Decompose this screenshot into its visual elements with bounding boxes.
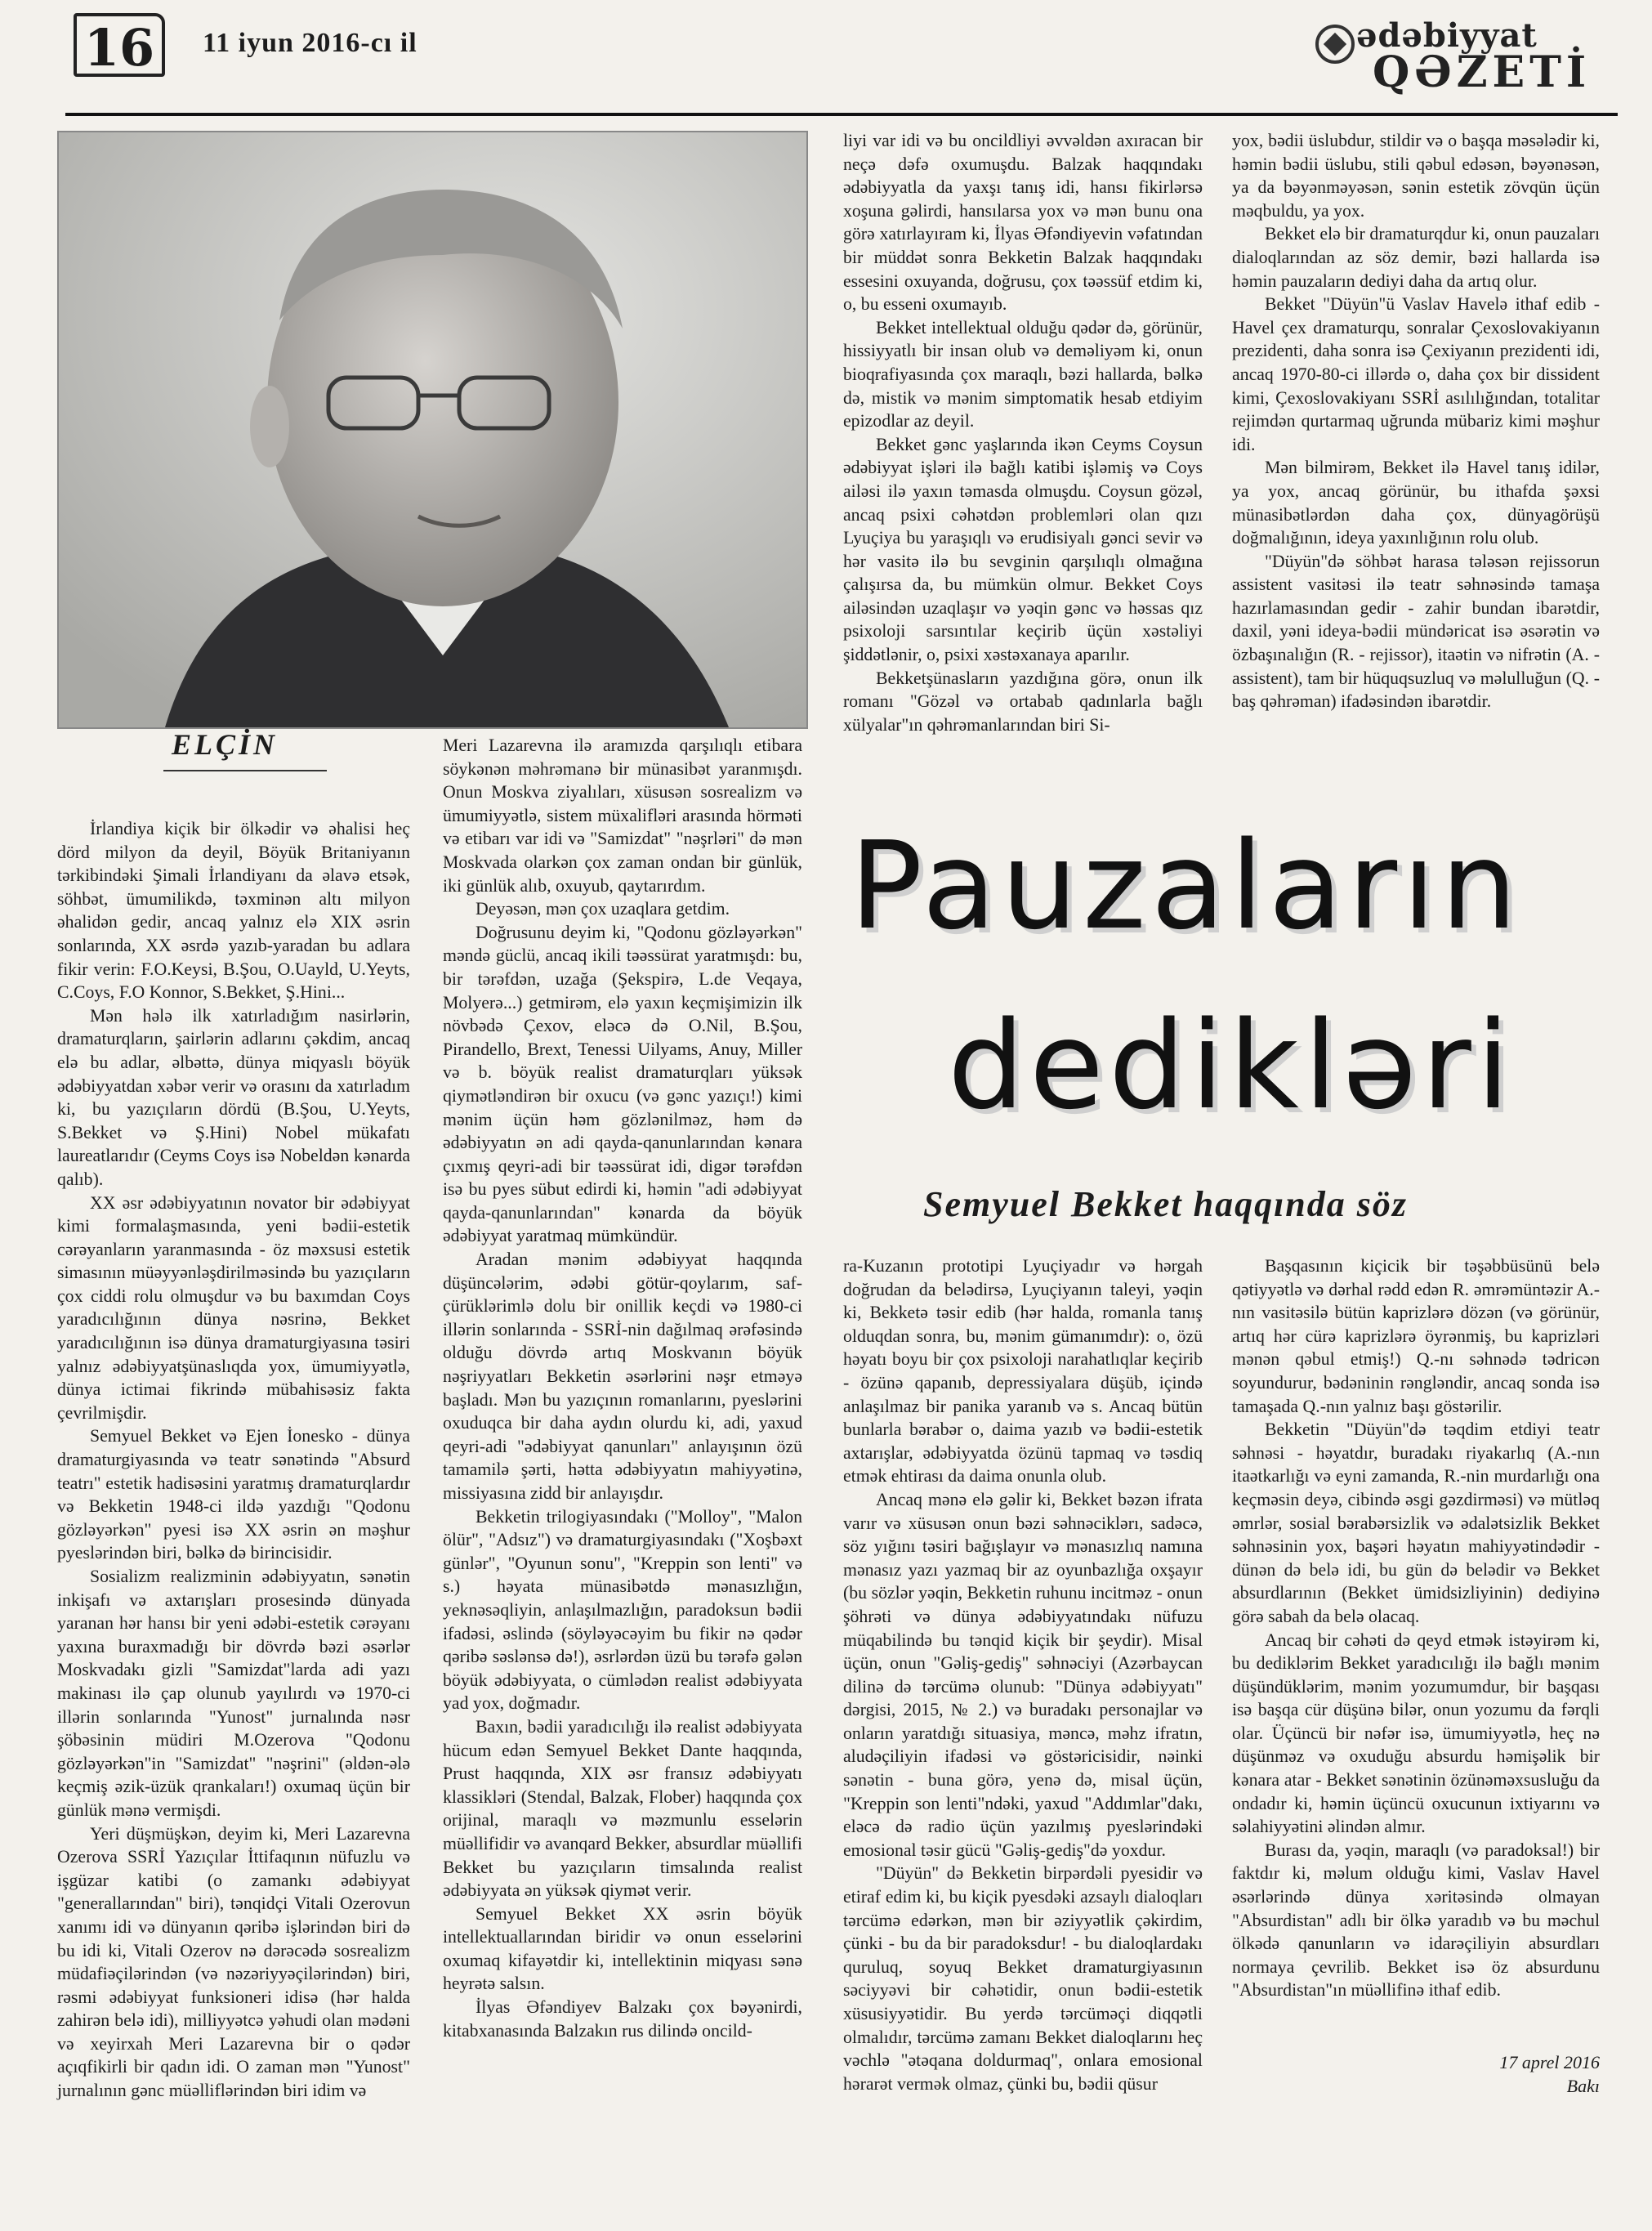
paragraph: Mən hələ ilk xatırladığım nasirlərin, dramaturqların, şairlərin adlarını çəkdim, ancaq elə bu adlar, əlbəttə, dünya miqyaslı böyük ədəbiyyatdan xəbər verir və orasını da xatırladım ki, bu yazıçıların dördü (B.Şou, U.Yeyts, S.Bekket və Ş.Hini) Nobel mükafatı laureatlarıdır (Ceyms Coys isə Nobeldən kənarda qalıb). bbox=[57, 1005, 410, 1189]
subheadline: Semyuel Bekket haqqında söz bbox=[923, 1184, 1409, 1224]
paragraph: "Düyün" də Bekketin birpərdəli pyesidir və etiraf edim ki, bu kiçik pyesdəki azsaylı dialoqları tərcümə edərkən, mən bir əziyyətlik çəkirdim, çünki - bu da bir paradoksdur! - bu dialoqlardakı quruluq, soyuq Bekket dramaturgiyasının səciyyəvi bir cəhətidir, onun bədii-estetik xüsusiyyətidir. Bu yerdə tərcüməçi diqqətli olmalıdır, tərcümə zamanı Bekket dialoqlarını heç vəchlə "ətəqana doldurmaq", onlara emosional hərarət vermək olmaz, çünki bu, bədii qüsur bbox=[843, 1863, 1203, 2094]
signoff-block bbox=[1232, 2051, 1600, 2098]
article-author: ELÇİN bbox=[172, 728, 279, 761]
paragraph: Meri Lazarevna ilə aramızda qarşılıqlı etibara söykənən məhrəmanə bir münasibət yaranmışdı. Onun Moskva ziyalıları, xüsusən sosrealizm və ümumiyyətlə, sistem müxalifləri arasında hörməti və etibarı var idi və "Samizdat" "nəşrləri" də mən Moskvada olarkən çox zaman ondan bir günlük, iki günlük alıb, oxuyub, qaytarırdım. bbox=[443, 735, 802, 896]
newspaper-masthead bbox=[1315, 16, 1626, 98]
paragraph: Ancaq bir cəhəti də qeyd etmək istəyirəm ki, bu dediklərim Bekket yaradıcılığı ilə bağlı mənim düşündüklərim, mənim yozumumdur, bir başqası isə başqa cür düşünə bilər, onun yozumu da fərqli olar. Üçüncü bir nəfər isə, ümumiyyətlə, heç nə düşünməz və oxuduğu absurdu həmişəlik bir kənara atar - Bekket sənətinin özünəməxsusluğu da ondadır ki, həmin üçüncü oxucunun ixtiyarını və səlahiyyətini əlindən almır. bbox=[1232, 1630, 1600, 1837]
paragraph: Doğrusunu deyim ki, "Qodonu gözləyərkən" məndə güclü, ancaq ikili təəssürat yaratmışdı: bu, bir tərəfdən, uzağa (Şekspirə, L.de Veqaya, Molyerə...) getmirəm, elə yaxın keçmişimizin ilk növbədə Çexov, eləcə də O.Nil, B.Şou, Pirandello, Brext, Tenessi Uilyams, Anuy, Miller və b. böyük realist dramaturqları yüksək qiymətləndirən bir oxucu (və gənc yazıçı!) kimi mənim üçün həm gözlənilməz, həm də ədəbiyyatın ən adi qayda-qanunlarından kənara çıxmış qeyri-adi bir təəssürat idi, digər tərəfdən isə bu pyes sübut edirdi ki, həmin "adi ədəbiyyat qayda-qanunlarından" kənarda da böyük ədəbiyyat yaratmaq mümkündür. bbox=[443, 922, 802, 1246]
paragraph: İrlandiya kiçik bir ölkədir və əhalisi heç dörd milyon da deyil, Böyük Britaniyanın tərkibindəki Şimali İrlandiyanı da əlavə etsək, söhbət, ümumilikdə, təxminən altı milyon əhalidən gedir, ancaq yalnız elə XIX əsrin sonlarında, XX əsrdə yazıb-yaradan bu adlara fikir verin: F.O.Keysi, B.Şou, O.Uayld, U.Yeyts, C.Coys, F.O Konnor, S.Bekket, Ş.Hini... bbox=[57, 819, 410, 1003]
header-rule bbox=[65, 113, 1618, 116]
paragraph: Bekket gənc yaşlarında ikən Ceyms Coysun ədəbiyyat işləri ilə bağlı katibi işləmiş və Coys ailəsi ilə yaxın təmasda olmuşdu. Coysun gözəl, ancaq psixi cəhətdən problemləri olan qızı Lyuçiya bu yaraşıqlı və erudisiyalı gənci sevir və hər vasitə ilə bu sevginin qarşılıqlı olmağına çalışırsa da, bu mümkün olmur. Bekket Coys ailəsindən uzaqlaşır və yəqin gənc və həssas qız psixoloji sarsıntılar keçirib üçün xəstəliyi şiddətlənir, o, psixi xəstəxanaya aparılır. bbox=[843, 434, 1203, 665]
headline-line2: dedikləri bbox=[948, 995, 1515, 1136]
emblem-icon bbox=[1315, 25, 1355, 64]
paragraph: XX əsr ədəbiyyatının novator bir ədəbiyyat kimi formalaşmasında, yeni bədii-estetik cərəyanların yaranmasında - öz məxsusi estetik simasının müəyyənləşdirilməsində bu yazıçıların çox ciddi rolu olmuşdur və bu baxımdan Coys yaradıcılığının dünya nəsrinə, Bekket yaradıcılığının isə dünya dramaturgiyasına təsiri yalnız ədəbiyyatşünaslıqda yox, ümumiyyətlə, dünya ictimai fikrində mübahisəsiz fakta çevrilmişdir. bbox=[57, 1192, 410, 1423]
paragraph: Bekket elə bir dramaturqdur ki, onun pauzaları dialoqlarından az söz demir, bəzi hallarda isə həmin pauzaların dediyi daha da artıq olur. bbox=[1232, 224, 1600, 291]
text-column-2 bbox=[443, 734, 802, 2042]
paragraph: Burası da, yəqin, maraqlı (və paradoksal!) bir faktdır ki, məlum olduğu kimi, Vaslav Havel əsərlərində dünya xəritəsində olmayan "Absurdistan" adlı bir ölkə yaradıb və bu məchul ölkədə qanunların və idarəçiliyin absurdları normaya çevrilib. Bekket isə öz absurdunu "Absurdistan"ın müəllifinə ithaf edib. bbox=[1232, 1840, 1600, 2001]
headline bbox=[850, 816, 1585, 1209]
issue-date: 11 iyun 2016-cı il bbox=[203, 28, 417, 58]
paragraph: Yeri düşmüşkən, deyim ki, Meri Lazarevna Ozerova SSRİ Yazıçılar İttifaqının nüfuzlu və işgüzar katibi (o zamankı ədəbiyyat "generallarından" biri), tənqidçi Vitali Ozerovun xanımı idi və dünyanın qəribə işlərindən biri də bu idi ki, Vitali Ozerov nə dərəcədə sosrealizm müdafiəçilərindən (və nəzəriyyəçilərindən) biri, rəsmi ədəbiyyat funksioneri idisə (hər halda zahirən belə idi), milliyyətcə yəhudi olan mədəni və xeyirxah Meri Lazarevna bir o qədər açıqfikirli bir qadın idi. O zaman mən "Yunost" jurnalının gənc müəlliflərindən biri idim və bbox=[57, 1823, 410, 2101]
text-column-4 bbox=[1232, 129, 1600, 713]
paragraph: yox, bədii üslubdur, stildir və o başqa məsələdir ki, həmin bədii üslubu, stili qəbul edəsən, bəyənəsən, ya da bəyənməyəsən, sənin estetik zövqün üçün məqbuldu, ya yox. bbox=[1232, 131, 1600, 221]
portrait-photo-icon bbox=[59, 132, 806, 727]
text-column-6 bbox=[1232, 1254, 1600, 2098]
author-underline bbox=[163, 770, 327, 771]
paragraph: Mən bilmirəm, Bekket ilə Havel tanış idilər, ya yox, ancaq görünür, bu ithafda şəxsi münasibətlərdən daha çox, dünyagörüşü doğmalığının, ideya yaxınlığının rolu olub. bbox=[1232, 458, 1600, 548]
page-number: 16 bbox=[74, 13, 165, 77]
paragraph: Ancaq mənə elə gəlir ki, Bekket bəzən ifrata varır və xüsusən onun bəzi səhnəciklərı, sadəcə, söz yığını təsiri bağışlayır və mənasızlıq namına mənasız yazı yazmaq bir az oyunbazlığa oxşayır (bu sözlər yəqin, Bekketin ruhunu incitməz - onun şöhrəti və dünya ədəbiyyatındakı nüfuzu müqabilində bu tənqid kiçik bir şeydir). Misal üçün, onun "Gəliş-gediş" səhnəciyi (Azərbaycan dilinə də tərcümə olunub: "Dünya ədəbiyyatı" dərgisi, 2015, № 2.) və buradakı personajlar və onların yaratdığı situasiya, məncə, məhz ifratın, aludəçiliyin ifadəsi və göstəricisidir, nəinki sənətin - buna görə, yenə də, misal üçün, "Kreppin son lenti"ndəki, yaxud "Addımlar"dakı, eləcə də radio üçün yazılmış pyeslərindəki emosional təsir gücü "Gəliş-gediş"də yoxdur. bbox=[843, 1489, 1203, 1860]
paragraph: Baxın, bədii yaradıcılığı ilə realist ədəbiyyata hücum edən Semyuel Bekket Dante haqqında, Prust haqqında, XIX əsr fransız ədəbiyyatı klassikləri (Stendal, Balzak, Flober) haqqında çox orijinal, maraqlı və məzmunlu esselərin müəllifidir və avanqard Bekker, absurdlar müəllifi Bekket bu yazıçıların timsalında realist ədəbiyyata ən yüksək qiymət verir. bbox=[443, 1716, 802, 1901]
paragraph: Sosializm realizminin ədəbiyyatın, sənətin inkişafı və axtarışları prosesində dünyada yaranan hər hansı bir yeni ədəbi-estetik cərəyanı yaxına buraxmadığı bir dövrdə bəzi əsərlər Moskvadakı gizli "Samizdat"larda adi yazı makinası ilə çap olunub yayılırdı və 1970-ci illərin sonlarında "Yunost" jurnalında nəsr şöbəsinin müdiri M.Ozerova "Qodonu gözləyərkən"in "Samizdat" "nəşrini" (əldən-ələ keçmiş əzik-üzük qrankaları!) oxumaq üçün bir günlük mənə vermişdi. bbox=[57, 1567, 410, 1820]
headline-line1: Pauzaların bbox=[850, 816, 1523, 956]
paragraph: ra-Kuzanın prototipi Lyuçiyadır və hərgah doğrudan da belədirsə, Lyuçiyanın taleyi, yəqin ki, Bekketə təsir edib (hər halda, romanla tanış olduqdan sonra, bu, mənim gümanımdır): o, özü həyatı boyu bir çox psixoloji narahatlıqlar keçirib - özünə qapanıb, depressiyalara düşüb, içində anlaşılmaz bir panika yaranıb və s. Ancaq bütün bunlarla bərabər o, daima yazıb və bədii-estetik axtarışlar, ədəbiyyatda özünü tapmaq və təsdiq etmək ehtirası da daima onunla olub. bbox=[843, 1256, 1203, 1487]
signoff-date: 17 aprel 2016 bbox=[1499, 2052, 1600, 2072]
paragraph: Bekket intellektual olduğu qədər də, görünür, hissiyyatlı bir insan olub və deməliyəm ki, onun bioqrafiyasında çox maraqlı, bəzi hallarda, bəlkə də, mistik və mənim simptomatik hesab etdiyim epizodlar az deyil. bbox=[843, 317, 1203, 431]
paragraph: Bekketin "Düyün"də təqdim etdiyi teatr səhnəsi - həyatdır, buradakı riyakarlıq (A.-nın itaətkarlığı və eyni zamanda, R.-nin murdarlığı ona keçməsin deyə, cibində əsgi gəzdirməsi) və mütləq əmrlər, sosial bərabərsizlik və ədalətsizlik Bekket səhnəsinin yox, başəri həyatın mahiyyətindədir - dünən də belə idi, bu gün də belədir və Bekket absurdlarının (Bekket ümidsizliyinin) dediyinə görə sabah da belə olacaq. bbox=[1232, 1420, 1600, 1626]
masthead-line2: QƏZETİ bbox=[1373, 47, 1592, 97]
signoff-place: Bakı bbox=[1566, 2075, 1600, 2096]
paragraph: Bekket "Düyün"ü Vaslav Havelə ithaf edib - Havel çex dramaturqu, sonralar Çexoslovakiyanın prezidenti, daha sonra isə Çexiyanın prezidenti idi, ancaq 1970-80-ci illərdə o, daha çox bir dissident kimi, Çexoslovakiyanı SSRİ asılılığından, totalitar rejimdən qurtarmaq uğrunda mübariz kimi məşhur idi. bbox=[1232, 294, 1600, 454]
paragraph: Semyuel Bekket və Ejen İonesko - dünya dramaturgiyasında və teatr sənətində "Absurd teatrı" estetik hadisəsini yaratmış dramaturqlardır və Bekketin 1948-ci ildə yazdığı "Qodonu gözləyərkən" pyesi isə XX əsrin ən məşhur pyeslərindən biri, bəlkə də birincisidir. bbox=[57, 1426, 410, 1563]
masthead-line1: ədəbiyyat bbox=[1356, 16, 1538, 55]
paragraph: Deyəsən, mən çox uzaqlara getdim. bbox=[476, 899, 730, 919]
paragraph: Aradan mənim ədəbiyyat haqqında düşüncələrim, ədəbi götür-qoylarım, saf-çürüklərimlə dolu bir onillik keçdi və 1980-ci illərin sonlarında - SSRİ-nin dağılmaq ərəfəsində olduğu dövrdə artıq Moskvanın böyük nəşriyyatları Bekketin əsərlərini nəşr etməyə başladı. Mən bu yazıçının romanlarını, pyeslərini oxuduqca bir daha aydın olurdu ki, adi, yaxud qeyri-adi "ədəbiyyat qanunları" anlayışının özü tamamilə şərti, hətta ədəbiyyatın mahiyyətinə, missiyasına zidd bir anlayışdır. bbox=[443, 1250, 802, 1503]
paragraph: İlyas Əfəndiyev Balzakı çox bəyənirdi, kitabxanasında Balzakın rus dilində oncild- bbox=[443, 1997, 802, 2041]
text-column-5 bbox=[843, 1254, 1203, 2095]
text-column-1 bbox=[57, 817, 410, 2103]
paragraph: Semyuel Bekket XX əsrin böyük intellektuallarından biridir və onun esselərini oxumaq kifayətdir ki, intellektinin miqyası sənə heyrətə salsın. bbox=[443, 1903, 802, 1994]
paragraph: Başqasının kiçicik bir təşəbbüsünü belə qətiyyətlə və dərhal rədd edən R. əmrəmüntəzir A.-nın vasitəsilə bütün kaprizlərə dözən (və görünür, artıq hər cürə kaprizlərə öyrənmiş, bu kaprizləri mənən qəbul etmiş!) Q.-nı səhnədə tədricən soyundurur, bədəninin rəngləndir, ancaq sonda isə tamaşada Q.-nın yalnız başı göstərilir. bbox=[1232, 1256, 1600, 1416]
paragraph: Bekketşünasların yazdığına görə, onun ilk romanı "Gözəl və ortabab qadınlarla bağlı xülyalar"ın qəhrəmanlarından biri Si- bbox=[843, 668, 1203, 735]
paragraph: liyi var idi və bu oncildliyi əvvəldən axıracan bir neçə dəfə oxumuşdu. Balzak haqqındakı ədəbiyyatla da yaxşı tanış idi, hansı fikirlərsə xoşuna gəlirdi, hansılarsa yox və mən bunu ona görə xatırlayıram ki, İlyas Əfəndiyevin vəfatından bir müddət sonra Bekketin Balzak haqqındakı essesini oxuyanda, doğrusu, çox təəssüf etdim ki, o, bu esseni oxumayıb. bbox=[843, 131, 1203, 315]
author-photo bbox=[57, 131, 808, 729]
paragraph: Bekketin trilogiyasındakı ("Molloy", "Malon ölür", "Adsız") və dramaturgiyasındakı ("Xoşbəxt günlər", "Oyunun sonu", "Kreppin son lenti" və s.) həyata münasibətdə mənasızlığın, yeknəsəqliyin, anlaşılmazlığın, paradoksun bədii ifadəsi, əslində (söyləyəcəyim bu fikir nə qədər qəribə səslənsə də!), əsrlərdən üzü bu tərəfə gələn böyük ədəbiyyata, o cümlədən realist ədəbiyyata yad yox, doğmadır. bbox=[443, 1506, 802, 1714]
text-column-3 bbox=[843, 129, 1203, 736]
paragraph: "Düyün"də söhbət harasa tələsən rejissorun assistent vasitəsi ilə teatr səhnəsində tamaşa hazırlamasından gedir - zahir bundan ibarətdir, daxil, yəni ideya-bədii mündəricat isə əsərətin və özbaşınalığın (R. - rejissor), itaətin və nifrətin (A. - assistent), tam bir hüquqsuzluq və məlulluğun (Q. - baş qəhrəman) ifadəsindən ibarətdir. bbox=[1232, 551, 1600, 712]
